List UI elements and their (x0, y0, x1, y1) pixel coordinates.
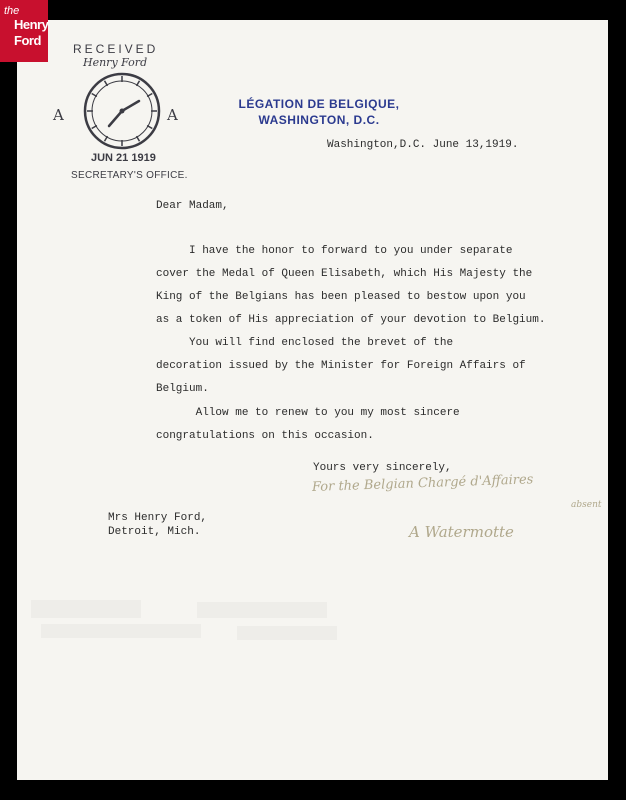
letterhead-line-2: WASHINGTON, D.C. (258, 113, 380, 127)
salutation: Dear Madam, (156, 200, 229, 212)
handwritten-line-1: For the Belgian Chargé d'Affaires (311, 472, 534, 495)
body-line: as a token of His appreciation of your devotion to Belgium. (156, 314, 546, 326)
body-line: Belgium. (156, 383, 209, 395)
handwritten-signature: A Watermotte (409, 523, 514, 541)
stamp-signature: Henry Ford (83, 56, 148, 69)
bleed-through-mark (31, 600, 141, 618)
closing: Yours very sincerely, (313, 462, 452, 474)
body-line: Allow me to renew to you my most sincere (156, 407, 460, 419)
logo-line-3: Ford (14, 33, 41, 48)
letter-page (17, 20, 608, 780)
bleed-through-mark (41, 624, 201, 638)
stamp-received: RECEIVED (73, 42, 159, 56)
logo-line-2: Henry (14, 17, 49, 32)
letterhead-line-1: LÉGATION DE BELGIQUE, (238, 97, 400, 111)
recipient-city: Detroit, Mich. (108, 526, 201, 538)
dateline: Washington,D.C. June 13,1919. (327, 139, 519, 151)
stamp-office: SECRETARY'S OFFICE. (71, 170, 188, 181)
bleed-through-mark (197, 602, 327, 618)
body-line: decoration issued by the Minister for Foreign Affairs of (156, 360, 526, 372)
bleed-through-mark (237, 626, 337, 640)
body-line: congratulations on this occasion. (156, 430, 374, 442)
logo-line-1: the (4, 5, 20, 17)
clock-stamp-icon (79, 70, 165, 152)
henry-ford-logo (0, 0, 48, 62)
stamp-letter-right: A (167, 106, 178, 124)
body-line: King of the Belgians has been pleased to bestow upon you (156, 291, 526, 303)
stamp-date: JUN 21 1919 (91, 152, 156, 164)
handwritten-line-2: absent (571, 500, 602, 510)
recipient-name: Mrs Henry Ford, (108, 512, 208, 524)
body-line: You will find enclosed the brevet of the (156, 337, 454, 349)
stamp-letter-left: A (53, 106, 64, 124)
body-line: I have the honor to forward to you under separate (156, 245, 513, 257)
body-line: cover the Medal of Queen Elisabeth, which His Majesty the (156, 268, 533, 280)
